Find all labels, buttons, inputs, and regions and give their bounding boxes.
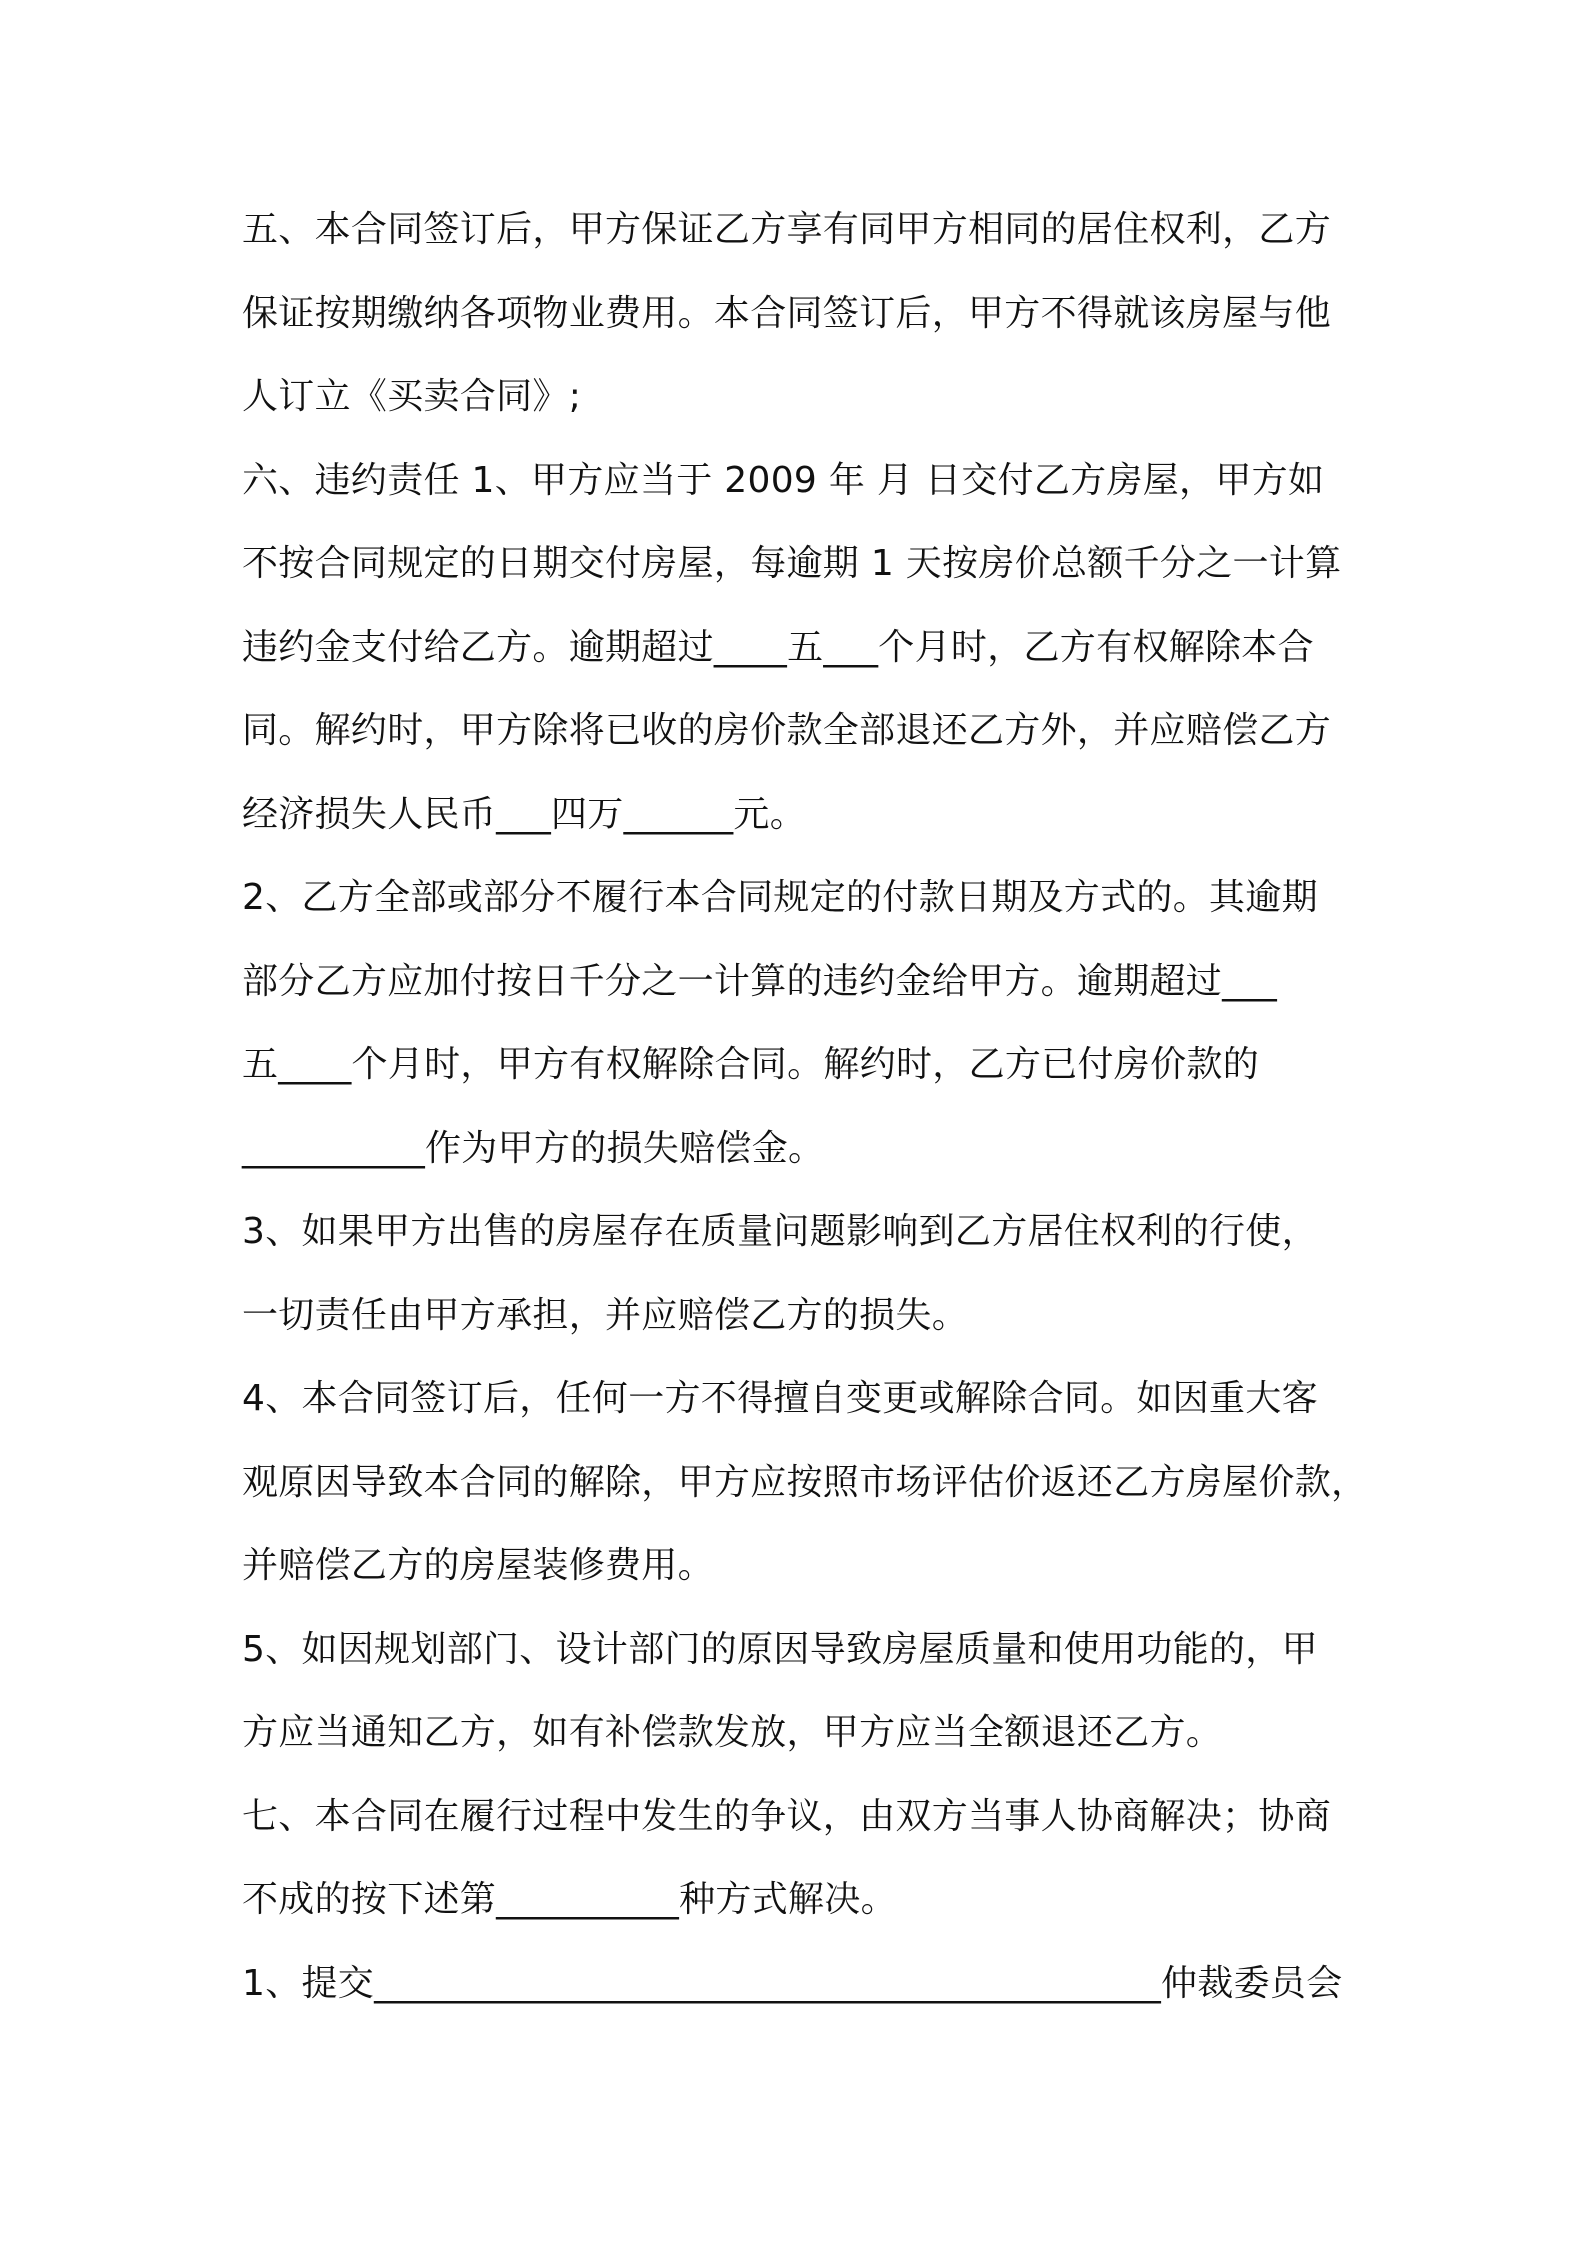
text-line: 2、乙方全部或部分不履行本合同规定的付款日期及方式的。其逾期	[242, 877, 1318, 918]
text-line: 同。解约时，甲方除将已收的房价款全部退还乙方外，并应赔偿乙方	[242, 710, 1332, 751]
text-line: 违约金支付给乙方。逾期超过____五___个月时，乙方有权解除本合	[242, 626, 1314, 668]
contract-text	[242, 196, 1372, 2033]
text-line: 七、本合同在履行过程中发生的争议，由双方当事人协商解决；协商	[242, 1795, 1332, 1837]
text-line: 人订立《买卖合同》;	[242, 376, 582, 417]
text-line: 观原因导致本合同的解除，甲方应按照市场评估价返还乙方房屋价款，	[242, 1461, 1368, 1503]
text-line: 并赔偿乙方的房屋装修费用。	[242, 1545, 714, 1586]
text-line: 方应当通知乙方，如有补偿款发放，甲方应当全额退还乙方。	[242, 1712, 1223, 1753]
text-line: 六、违约责任 1、甲方应当于 2009 年 月 日交付乙方房屋，甲方如	[242, 459, 1325, 501]
text-line: 1、提交___________________________________________仲裁委员会	[242, 1962, 1343, 2004]
text-line: 3、如果甲方出售的房屋存在质量问题影响到乙方居住权利的行使，	[242, 1211, 1318, 1252]
text-line: 五____个月时，甲方有权解除合同。解约时，乙方已付房价款的	[242, 1044, 1259, 1085]
text-line: 保证按期缴纳各项物业费用。本合同签订后，甲方不得就该房屋与他	[242, 292, 1332, 334]
text-line: 不按合同规定的日期交付房屋，每逾期 1 天按房价总额千分之一计算	[242, 543, 1342, 584]
text-line: __________作为甲方的损失赔偿金。	[242, 1127, 825, 1169]
text-line: 5、如因规划部门、设计部门的原因导致房屋质量和使用功能的，甲	[242, 1628, 1318, 1670]
text-line: 4、本合同签订后，任何一方不得擅自变更或解除合同。如因重大客	[242, 1378, 1318, 1419]
text-line: 部分乙方应加付按日千分之一计算的违约金给甲方。逾期超过___	[242, 960, 1277, 1002]
text-line: 一切责任由甲方承担，并应赔偿乙方的损失。	[242, 1294, 969, 1336]
text-line: 不成的按下述第__________种方式解决。	[242, 1879, 897, 1920]
text-line: 经济损失人民币___四万______元。	[242, 793, 806, 835]
text-line: 五、本合同签订后，甲方保证乙方享有同甲方相同的居住权利，乙方	[242, 209, 1332, 250]
